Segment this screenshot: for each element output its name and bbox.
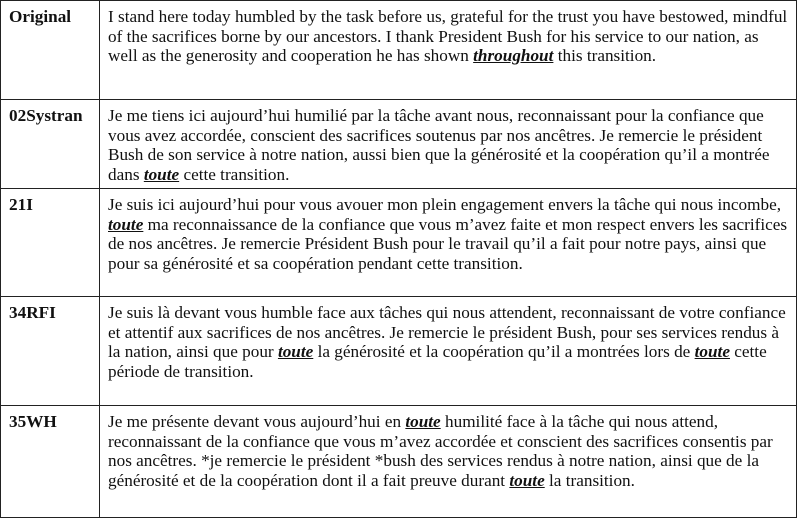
text-segment: ma reconnaissance de la confiance que vous m’avez faite et mon respect envers les sacrifices de nos ancêtres. Je remercie Président Bush pour le travail qu’il a fait pour notre pays, ainsi que pour sa générosité et sa coopération pendant cette transition. xyxy=(108,214,788,273)
text-segment: Je me présente devant vous aujourd’hui en xyxy=(108,412,406,431)
row-text xyxy=(100,406,797,518)
highlighted-word: toute xyxy=(405,412,441,431)
text-segment: la générosité et la coopération qu’il a montrées lors de xyxy=(313,342,695,362)
table-row-35wh xyxy=(1,406,797,518)
text-segment: cette période de transition. xyxy=(108,342,767,381)
row-text xyxy=(100,297,797,406)
row-label: Original xyxy=(1,1,100,100)
table-row-21i xyxy=(1,189,797,297)
row-label: 02Systran xyxy=(1,100,100,189)
text-segment: Je suis là devant vous humble face aux tâches qui nous attendent, reconnaissant de votre confiance et attentif aux sacrifices de nos ancêtres. Je remercie le président Bush, pour ses services rendus à la nation, ainsi que pour xyxy=(108,303,786,362)
highlighted-word: toute xyxy=(509,470,545,490)
row-text xyxy=(100,100,797,189)
highlighted-word: toute xyxy=(108,214,144,234)
text-segment: I stand here today humbled by the task before us, grateful for the trust you have bestowed, mindful of the sacrifices borne by our ancestors. I thank President Bush for his service to our nation, as well as the generosity and cooperation he has shown xyxy=(108,7,788,66)
table-row-34rfi xyxy=(1,297,797,406)
text-segment: cette transition. xyxy=(179,164,290,184)
text-segment: this transition. xyxy=(553,46,657,66)
highlighted-word: throughout xyxy=(473,46,554,66)
highlighted-word: toute xyxy=(694,342,730,362)
text-segment: la transition. xyxy=(544,470,635,490)
highlighted-word: toute xyxy=(143,164,180,184)
row-label: 35WH xyxy=(1,406,100,518)
row-text xyxy=(100,189,797,297)
text-segment: Je me tiens ici aujourd’hui humilié par la tâche avant nous, reconnaissant pour la confiance que vous avez accordée, conscient des sacrifices soutenus par nos ancêtres. Je remercie le président Bush de son service à notre nation, aussi bien que la générosité et la coopération qu’il a montrée dans xyxy=(108,106,770,184)
table-row-02systran xyxy=(1,100,797,189)
row-label: 21I xyxy=(1,189,100,297)
text-segment: Je suis ici aujourd’hui pour vous avouer mon plein engagement envers la tâche qui nous incombe, xyxy=(108,195,782,214)
highlighted-word: toute xyxy=(277,342,314,362)
row-label: 34RFI xyxy=(1,297,100,406)
table-row-original xyxy=(1,1,797,100)
text-segment: humilité face à la tâche qui nous attend, reconnaissant de la confiance que vous m’avez accordée et conscient des sacrifices consentis par nos ancêtres. *je remercie le président *bush des services rendus à notre nation, ainsi que de la générosité et de la coopération dont il a fait preuve durant xyxy=(108,412,773,490)
row-text xyxy=(100,1,797,100)
